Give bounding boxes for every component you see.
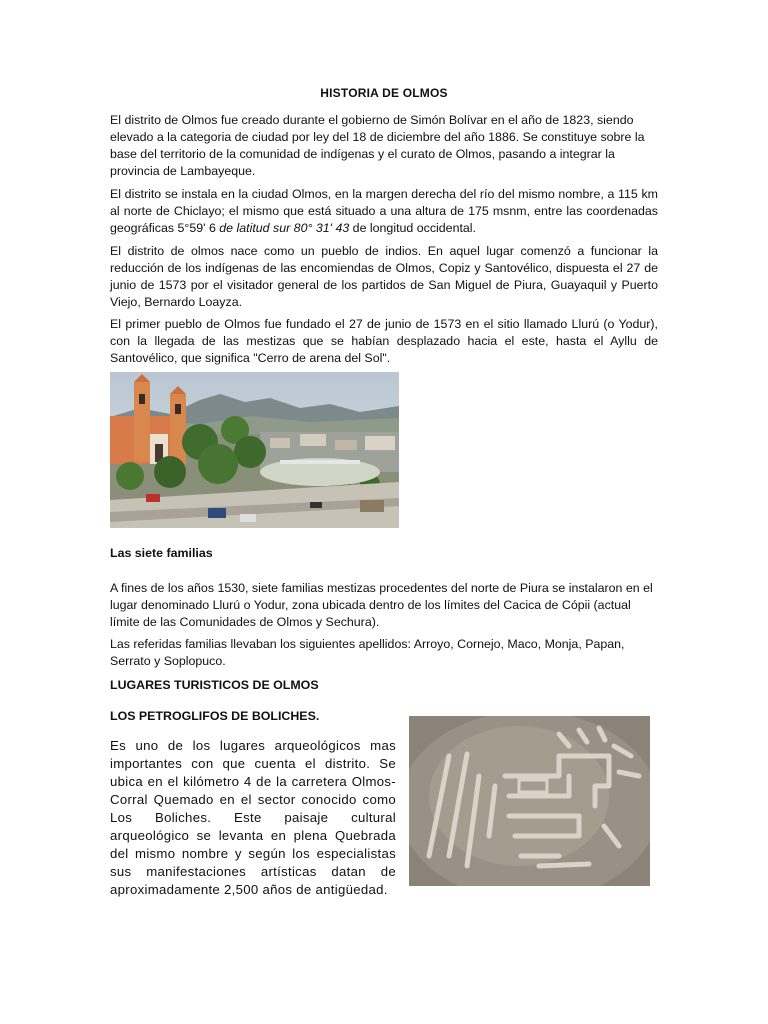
page-title: HISTORIA DE OLMOS	[320, 86, 448, 100]
heading-petroglifos: LOS PETROGLIFOS DE BOLICHES.	[110, 709, 320, 723]
heading-lugares-turisticos: LUGARES TURISTICOS DE OLMOS	[110, 678, 319, 692]
olmos-town-photo	[110, 372, 399, 528]
paragraph-origin: El distrito de olmos nace como un pueblo de indios. En aquel lugar comenzó a funcionar la reducción de los indígenas de las encomiendas de Olmos, Copiz y Santovélico, dispuesta el 27 de junio de 1573 por el visitador general de los partidos de San Miguel de Piura, Guayaquil y Puerto Viejo, Bernardo Loayza.	[110, 244, 658, 309]
paragraph-petroglifos: Es uno de los lugares arqueológicos mas importantes con que cuenta el distrito. Se ubica en el kilómetro 4 de la carretera Olmos-Corral Quemado en el sector conocido como Los Boliches. Este paisaje cultural arqueológico se levanta en plena Quebrada del mismo nombre y según los especialistas sus manifestaciones artísticas datan de aproximadamente 2,500 años de antigüedad.	[110, 738, 396, 897]
paragraph-location	[110, 186, 658, 237]
paragraph-foundation: El primer pueblo de Olmos fue fundado el 27 de junio de 1573 en el sitio llamado Llurú (o Yodur), con la llegada de las mestizas que se habían desplazado hacia el este, hasta el Ayllu de Santovélico, que significa "Cerro de arena del Sol".	[110, 317, 658, 365]
location-text-a: El distrito se instala en la ciudad Olmos, en la margen derecha del río del mismo nombre, a 115 km al norte de Chiclayo; el mismo que está situado a una altura de 175 msnm, entre las coordenadas geográficas 5°59' 6	[110, 187, 658, 235]
petroglyph-photo	[409, 716, 650, 886]
location-text-b: de longitud occidental.	[349, 221, 476, 235]
location-text-italic: de latitud sur 80° 31' 43	[215, 221, 350, 235]
heading-siete-familias: Las siete familias	[110, 546, 213, 560]
paragraph-creation: El distrito de Olmos fue creado durante el gobierno de Simón Bolívar en el año de 1823, siendo elevado a la categoria de ciudad por ley del 18 de diciembre del año 1886. Se constituye sobre la base del territorio de la comunidad de indígenas y el curato de Olmos, pasando a integrar la provincia de Lambayeque.	[110, 113, 645, 178]
paragraph-familias: A fines de los años 1530, siete familias mestizas procedentes del norte de Piura se instalaron en el lugar denominado Llurú o Yodur, zona ubicada dentro de los límites del Cacica de Cópii (actual límite de las Comunidades de Olmos y Sechura).	[110, 581, 653, 629]
paragraph-apellidos: Las referidas familias llevaban los siguientes apellidos: Arroyo, Cornejo, Maco, Monja, Papan, Serrato y Soplopuco.	[110, 637, 625, 668]
